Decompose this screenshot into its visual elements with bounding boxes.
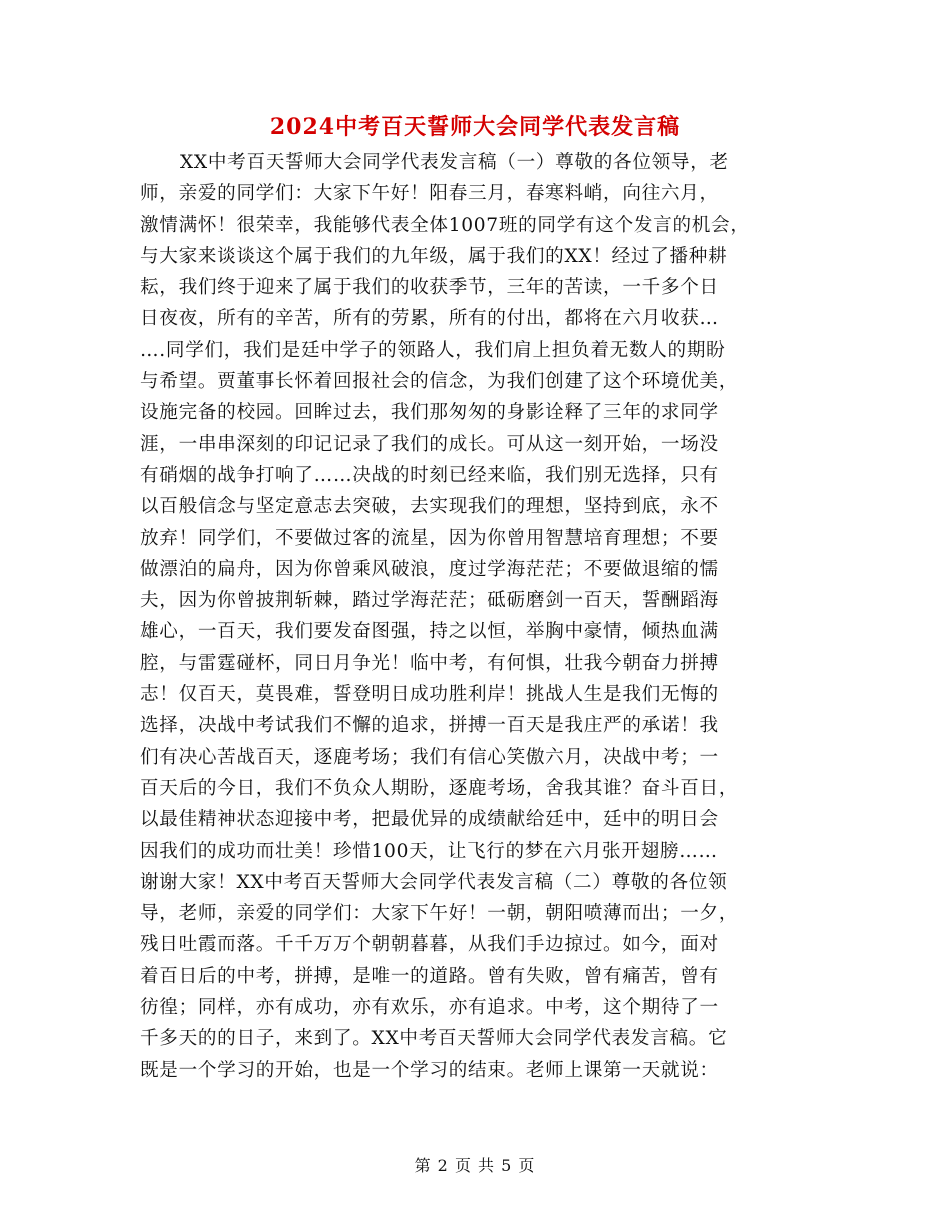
text-line: 与大家来谈谈这个属于我们的九年级，属于我们的XX！经过了播种耕 [140,245,728,267]
text-line: 师，亲爱的同学们：大家下午好！阳春三月，春寒料峭，向往六月， [140,183,719,205]
text-line: 有硝烟的战争打响了……决战的时刻已经来临，我们别无选择，只有 [140,464,719,486]
text-line: 以最佳精神状态迎接中考，把最优异的成绩献给廷中，廷中的明日会 [140,809,719,831]
text-line: 雄心，一百天，我们要发奋图强，持之以恒，举胸中豪情，倾热血满 [140,621,719,643]
text-line: 做漂泊的扁舟，因为你曾乘风破浪，度过学海茫茫；不要做退缩的懦 [140,558,719,580]
text-line: 百天后的今日，我们不负众人期盼，逐鹿考场，舍我其谁？奋斗百日， [140,777,739,799]
text-line: 谢谢大家！XX中考百天誓师大会同学代表发言稿（二）尊敬的各位领 [140,871,728,893]
text-line: 日夜夜，所有的辛苦，所有的劳累，所有的付出，都将在六月收获… [140,308,719,330]
text-line: 耘，我们终于迎来了属于我们的收获季节，三年的苦读，一千多个日 [140,277,719,299]
text-line: 与希望。贾董事长怀着回报社会的信念，为我们创建了这个环境优美， [140,371,739,393]
text-line: 激情满怀！很荣幸，我能够代表全体1007班的同学有这个发言的机会， [140,214,750,236]
text-line: 以百般信念与坚定意志去突破，去实现我们的理想，坚持到底，永不 [140,496,719,518]
text-line: 夫，因为你曾披荆斩棘，踏过学海茫茫；砥砺磨剑一百天，誓酬蹈海 [140,590,719,612]
text-line: 放弃！同学们，不要做过客的流星，因为你曾用智慧培育理想；不要 [140,527,719,549]
text-line: 选择，决战中考试我们不懈的追求，拼搏一百天是我庄严的承诺！我 [140,715,719,737]
text-line: 千多天的的日子，来到了。XX中考百天誓师大会同学代表发言稿。它 [140,1028,728,1050]
text-line: 们有决心苦战百天，逐鹿考场；我们有信心笑傲六月，决战中考；一 [140,746,719,768]
text-line: 志！仅百天，莫畏难，誓登明日成功胜利岸！挑战人生是我们无悔的 [140,684,719,706]
text-line: XX中考百天誓师大会同学代表发言稿（一）尊敬的各位领导，老 [180,152,729,173]
text-line: 彷徨；同样，亦有成功，亦有欢乐，亦有追求。中考，这个期待了一 [140,997,719,1019]
text-line: 因我们的成功而壮美！珍惜100天，让飞行的梦在六月张开翅膀…… [140,840,718,862]
text-line: ….同学们，我们是廷中学子的领路人，我们肩上担负着无数人的期盼 [140,339,726,361]
text-line: 残日吐霞而落。千千万万个朝朝暮暮，从我们手边掠过。如今，面对 [140,934,719,956]
text-line: 腔，与雷霆碰杯，同日月争光！临中考，有何惧，壮我今朝奋力拼搏 [140,652,719,674]
document-title: 2024中考百天誓师大会同学代表发言稿 [269,114,681,140]
text-line: 既是一个学习的开始，也是一个学习的结束。老师上课第一天就说： [140,1059,719,1081]
text-line: 着百日后的中考，拼搏，是唯一的道路。曾有失败，曾有痛苦，曾有 [140,965,719,987]
text-line: 设施完备的校园。回眸过去，我们那匆匆的身影诠释了三年的求同学 [140,402,719,424]
page-footer: 第 2 页 共 5 页 [414,1156,536,1175]
text-line: 涯，一串串深刻的印记记录了我们的成长。可从这一刻开始，一场没 [140,433,719,455]
body-text [140,147,814,1086]
text-line: 导，老师，亲爱的同学们：大家下午好！一朝，朝阳喷薄而出；一夕， [140,903,739,925]
